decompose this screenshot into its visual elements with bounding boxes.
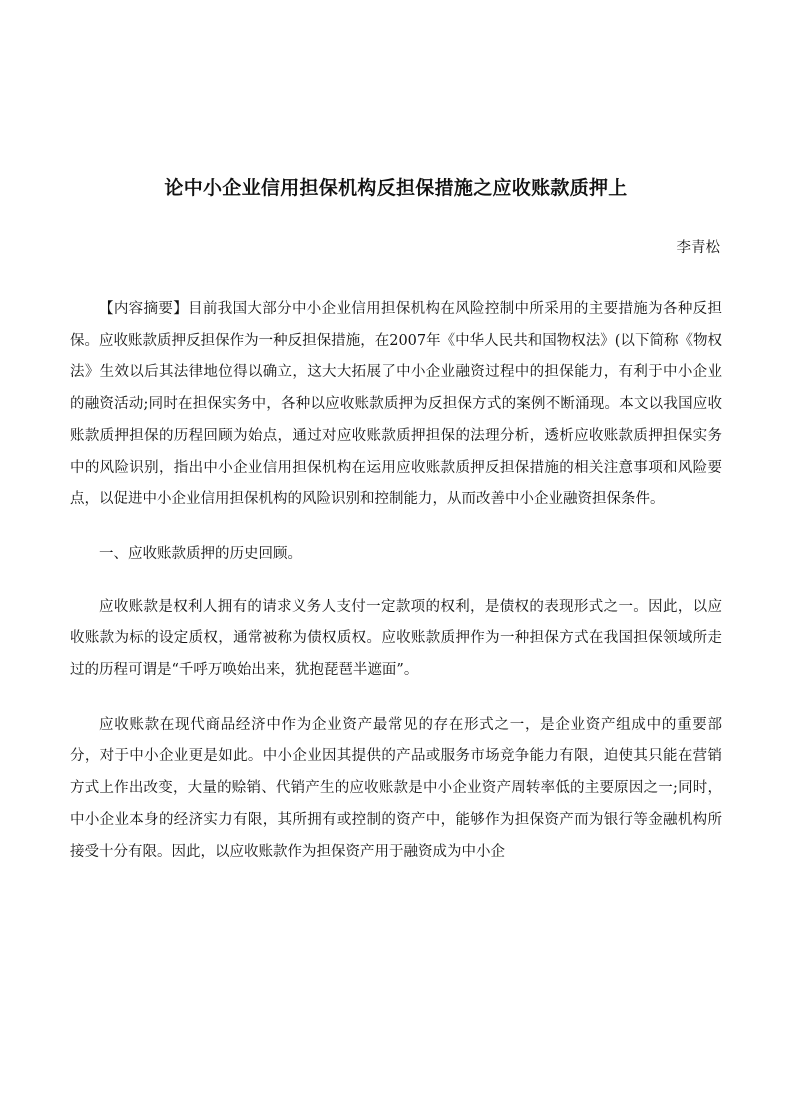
document-title: 论中小企业信用担保机构反担保措施之应收账款质押上	[164, 177, 628, 199]
abstract-paragraph: 【内容摘要】目前我国大部分中小企业信用担保机构在风险控制中所采用的主要措施为各种反担保。应收账款质押反担保作为一种反担保措施，在2007年《中华人民共和国物权法》(以下简称《物权法》生效以后其法律地位得以确立，这大大拓展了中小企业融资过程中的担保能力，有利于中小企业的融资活动;同时在担保实务中，各种以应收账款质押为反担保方式的案例不断涌现。本文以我国应收账款质押担保的历程回顾为始点，通过对应收账款质押担保的法理分析，透析应收账款质押担保实务中的风险识别，指出中小企业信用担保机构在运用应收账款质押反担保措施的相关注意事项和风险要点，以促进中小企业信用担保机构的风险识别和控制能力，从而改善中小企业融资担保条件。	[70, 301, 722, 508]
body-paragraph: 应收账款在现代商品经济中作为企业资产最常见的存在形式之一，是企业资产组成中的重要部分，对于中小企业更是如此。中小企业因其提供的产品或服务市场竞争能力有限，迫使其只能在营销方式上作出改变，大量的赊销、代销产生的应收账款是中小企业资产周转率低的主要原因之一;同时，中小企业本身的经济实力有限，其所拥有或控制的资产中，能够作为担保资产而为银行等金融机构所接受十分有限。因此，以应收账款作为担保资产用于融资成为中小企	[70, 716, 722, 860]
body-paragraph: 应收账款是权利人拥有的请求义务人支付一定款项的权利，是债权的表现形式之一。因此，以应收账款为标的设定质权，通常被称为债权质权。应收账款质押作为一种担保方式在我国担保领域所走过的历程可谓是“千呼万唤始出来，犹抱琵琶半遮面”。	[70, 598, 722, 679]
section-heading: 一、应收账款质押的历史回顾。	[99, 545, 302, 562]
author-name: 李青松	[676, 240, 720, 256]
document-body	[70, 294, 722, 891]
